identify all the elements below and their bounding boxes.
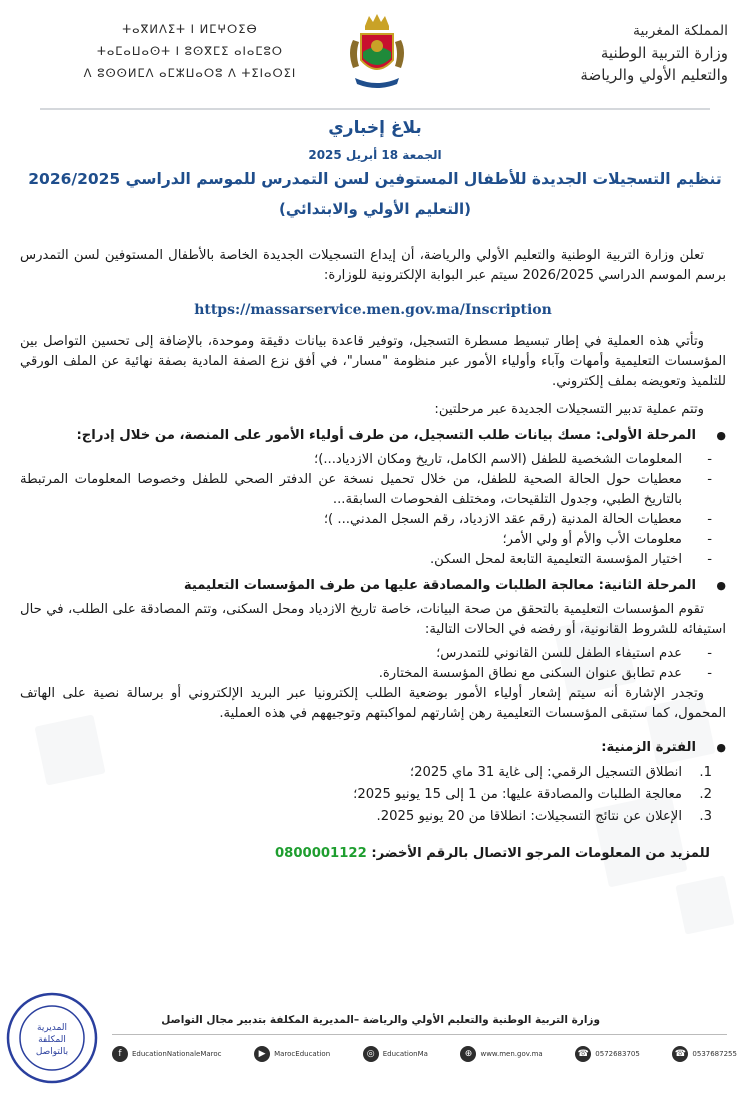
stamp-line-3: بالتواصل: [35, 1047, 69, 1057]
ministry-name-line2: والتعليم الأولي والرياضة: [580, 66, 728, 84]
phone-contact[interactable]: ☎ 0572683705: [575, 1046, 640, 1062]
tifinagh-line-3: ⴷ ⵓⵙⵙⵍⵎⴷ ⴰⵎⵣⵡⴰⵔⵓ ⴷ ⵜⵉⵏⴰⵔⵉⵏ: [83, 66, 297, 80]
facebook-link[interactable]: f EducationNationaleMaroc: [112, 1046, 222, 1062]
globe-icon: ⊕: [460, 1046, 476, 1062]
list-item: - معطيات حول الحالة الصحية للطفل، من خلال تحميل نسخة عن الدفتر الصحي للطفل وخصوصا المعلومات المرتبطة بالتاريخ الطبي، وجدول التلقيحات، ومختلف الفحوصات السابقة...: [20, 470, 712, 510]
list-item: 1. انطلاق التسجيل الرقمي: إلى غاية 31 ماي 2025؛: [409, 765, 712, 780]
kingdom-name: المملكة المغربية: [632, 23, 728, 39]
facebook-icon: f: [112, 1046, 128, 1062]
footer-divider: [112, 1034, 727, 1035]
tifinagh-line-1: ⵜⴰⴳⵍⴷⵉⵜ ⵏ ⵍⵎⵖⵔⵉⴱ: [122, 22, 258, 36]
social-links: [112, 1042, 737, 1066]
ministry-name: وزارة التربية الوطنية: [600, 44, 728, 62]
fax-contact: ☎ 0537687255: [672, 1046, 737, 1062]
arabic-ministry-name: [418, 20, 728, 86]
intro-paragraph: تعلن وزارة التربية الوطنية والتعليم الأولي والرياضة، أن إيداع التسجيلات الجديدة الخاصة بالأطفال المستوفين لسن التمدرس برسم الموسم الدراسي 2026/2025 سيتم عبر البوابة الإلكترونية للوزارة:: [20, 248, 726, 283]
notification-paragraph: وتجدر الإشارة أنه سيتم إشعار أولياء الأمور بوضعية الطلب إلكترونيا عبر البريد الإلكتروني أو برسالة نصية على الهاتف المحمول، كما ستبقى المؤسسات التعليمية رهن إشارتهم لمواكبتهم وتوجيههم في هذه العملية.: [20, 686, 726, 721]
list-item: 3. الإعلان عن نتائج التسجيلات: انطلاقا من 20 يونيو 2025.: [376, 809, 712, 824]
list-item: - المعلومات الشخصية للطفل (الاسم الكامل، تاريخ ومكان الازدياد...)؛: [20, 450, 712, 470]
announcement-title: بلاغ إخباري: [328, 118, 422, 138]
purpose-paragraph: وتأتي هذه العملية في إطار تبسيط مسطرة التسجيل، وتوفير قاعدة بيانات دقيقة وموحدة، بالإضافة إلى تحسين التواصل بين المؤسسات التعليمية وأمهات وآباء وأولياء الأمور عبر منظومة "مسار"، في أفق نزع الصفة المادية بصفة نهائية عن الملف الورقي للتلميذ وتعويضه بملف إلكتروني.: [20, 334, 726, 389]
list-item: - عدم استيفاء الطفل للسن القانوني للتمدرس؛: [20, 644, 712, 664]
header-divider: [40, 108, 710, 110]
fax-icon: ☎: [672, 1046, 688, 1062]
phase-1-title: ● المرحلة الأولى: مسك بيانات طلب التسجيل، من طرف أولياء الأمور على المنصة، من خلال إدراج:: [20, 426, 726, 446]
list-item: 2. معالجة الطلبات والمصادقة عليها: من 1 إلى 15 يونيو 2025؛: [353, 787, 712, 802]
list-item: - معطيات الحالة المدنية (رقم عقد الازدياد، رقم السجل المدني... )؛: [20, 510, 712, 530]
background-decoration: [675, 875, 734, 934]
youtube-icon: ▶: [254, 1046, 270, 1062]
phase-2-paragraph: تقوم المؤسسات التعليمية بالتحقق من صحة البيانات، خاصة تاريخ الازدياد ومحل السكنى، وتتم المصادقة على الطلب، في حال استيفائه للشروط القانونية، أو رفضه في الحالات التالية:: [20, 602, 726, 637]
youtube-link[interactable]: ▶ MarocEducation: [254, 1046, 330, 1062]
tifinagh-ministry-name: [30, 18, 350, 84]
phases-intro: وتتم عملية تدبير التسجيلات الجديدة عبر مرحلتين:: [434, 402, 704, 417]
royal-emblem-icon: [343, 12, 411, 92]
subheadline: (التعليم الأولي والابتدائي): [279, 200, 471, 218]
green-phone-number[interactable]: 0800001122: [275, 846, 367, 861]
phase-2-title: ● المرحلة الثانية: معالجة الطلبات والمصادقة عليها من طرف المؤسسات التعليمية: [20, 576, 726, 596]
instagram-link[interactable]: ◎ EducationMa: [363, 1046, 428, 1062]
list-item: - اختيار المؤسسة التعليمية التابعة لمحل السكن.: [20, 550, 712, 570]
phase-2-list: [20, 644, 726, 684]
registration-link[interactable]: https://massarservice.men.gov.ma/Inscription: [194, 302, 552, 318]
website-link[interactable]: ⊕ www.men.gov.ma: [460, 1046, 542, 1062]
stamp-line-2: المكلفة: [38, 1035, 66, 1045]
directorate-stamp: [4, 990, 100, 1086]
headline: تنظيم التسجيلات الجديدة للأطفال المستوفين لسن التمدرس للموسم الدراسي 2026/2025: [28, 170, 722, 188]
list-item: - معلومات الأب والأم أو ولي الأمر؛: [20, 530, 712, 550]
timeline-title: ● الفترة الزمنية:: [20, 738, 726, 758]
contact-line: [20, 844, 726, 864]
phone-icon: ☎: [575, 1046, 591, 1062]
document-body: [20, 246, 726, 864]
letterhead: [0, 12, 750, 96]
list-item: - عدم تطابق عنوان السكنى مع نطاق المؤسسة المختارة.: [20, 664, 712, 684]
instagram-icon: ◎: [363, 1046, 379, 1062]
phase-1-list: [20, 450, 726, 570]
announcement-date: الجمعة 18 أبريل 2025: [308, 148, 442, 162]
tifinagh-line-2: ⵜⴰⵎⴰⵡⴰⵙⵜ ⵏ ⵓⵙⴳⵎⵉ ⴰⵏⴰⵎⵓⵔ: [97, 44, 283, 58]
contact-text: للمزيد من المعلومات المرجو الاتصال بالرقم الأخضر:: [371, 846, 710, 861]
footer-directorate: وزارة التربية الوطنية والتعليم الأولي والرياضة –المديرية المكلفة بتدبير مجال التواصل: [161, 1014, 600, 1026]
timeline-list: [20, 762, 726, 828]
stamp-line-1: المديرية: [37, 1023, 67, 1033]
